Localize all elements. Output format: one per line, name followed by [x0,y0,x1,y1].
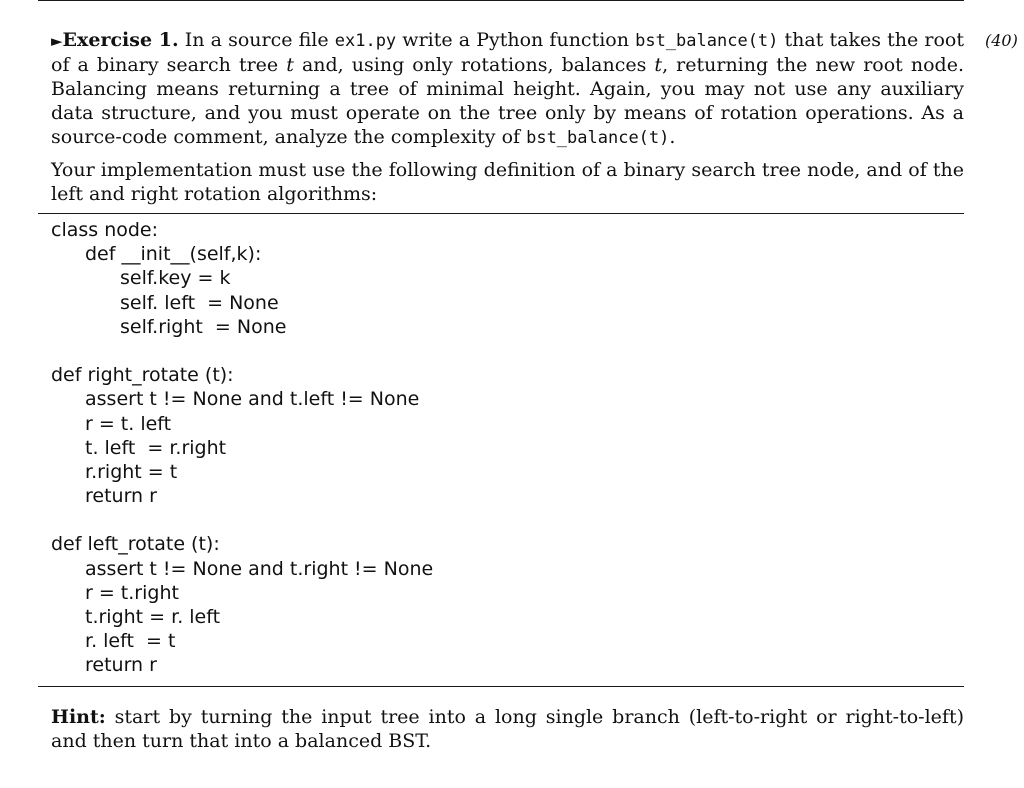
exercise-text-1: In a source file [178,29,335,51]
implementation-text: Your implementation must use the following definition of a binary search tree node, and of the left and right rotation algorithms: [51,159,964,205]
hint-text: start by turning the input tree into a long single branch (left-to-right or right-to-left) and then turn that into a balanced BST. [51,706,964,752]
code-line-init-key: self.key = k [120,267,231,290]
code-line-init-left: self. left = None [120,291,279,314]
code-line-init-def: def __init__(self,k): [85,243,262,266]
hint-label: Hint: [51,706,106,728]
code-top-rule [38,213,964,214]
exercise-function-name-2: bst_balance(t) [526,128,670,148]
code-blank-line [51,508,433,532]
code-blank-line [51,339,433,363]
exercise-function-name: bst_balance(t) [635,31,779,51]
exercise-marker: ► [51,32,63,50]
code-line-right-rotate-assert: assert t != None and t.left != None [85,388,420,411]
code-line-class: class node: [51,219,159,241]
code-line-right-rotate-3: r.right = t [85,460,178,483]
exercise-variable-t: t [286,54,294,76]
exercise-text-5: , returning the new root node. Balancing means returning a tree of minimal height. Again, you may not use any auxiliary data structure, and you must operate on the tree only by means of rotation operations. As a source-code comment, analyze the complexity of [51,54,964,148]
exercise-label: Exercise 1. [62,29,179,51]
code-block [51,218,433,678]
exercise-text-6: . [669,126,676,148]
code-line-left-rotate-assert: assert t != None and t.right != None [85,557,434,580]
code-line-left-rotate-3: r. left = t [85,630,176,653]
exercise-text-4: and, using only rotations, balances [293,54,655,76]
code-line-left-rotate-return: return r [85,654,157,677]
code-line-right-rotate-def: def right_rotate (t): [51,364,234,387]
exercise-file-name: ex1.py [334,31,397,51]
hint-paragraph [51,705,964,753]
code-line-right-rotate-1: r = t. left [85,412,172,435]
top-rule [38,0,964,1]
code-line-right-rotate-return: return r [85,485,157,508]
code-line-init-right: self.right = None [120,315,287,338]
code-line-left-rotate-2: t.right = r. left [85,606,221,628]
exercise-text-2: write a Python function [396,29,636,51]
code-bottom-rule [38,686,964,687]
code-line-right-rotate-2: t. left = r.right [85,436,227,459]
exercise-variable-t-2: t [654,54,663,76]
code-line-left-rotate-1: r = t.right [85,581,179,604]
code-line-left-rotate-def: def left_rotate (t): [51,533,220,556]
implementation-paragraph [51,158,964,206]
points-label: (40) [985,31,1018,50]
exercise-paragraph [51,28,964,150]
exercise-text-3: that takes the root of a binary search tree [51,29,964,76]
